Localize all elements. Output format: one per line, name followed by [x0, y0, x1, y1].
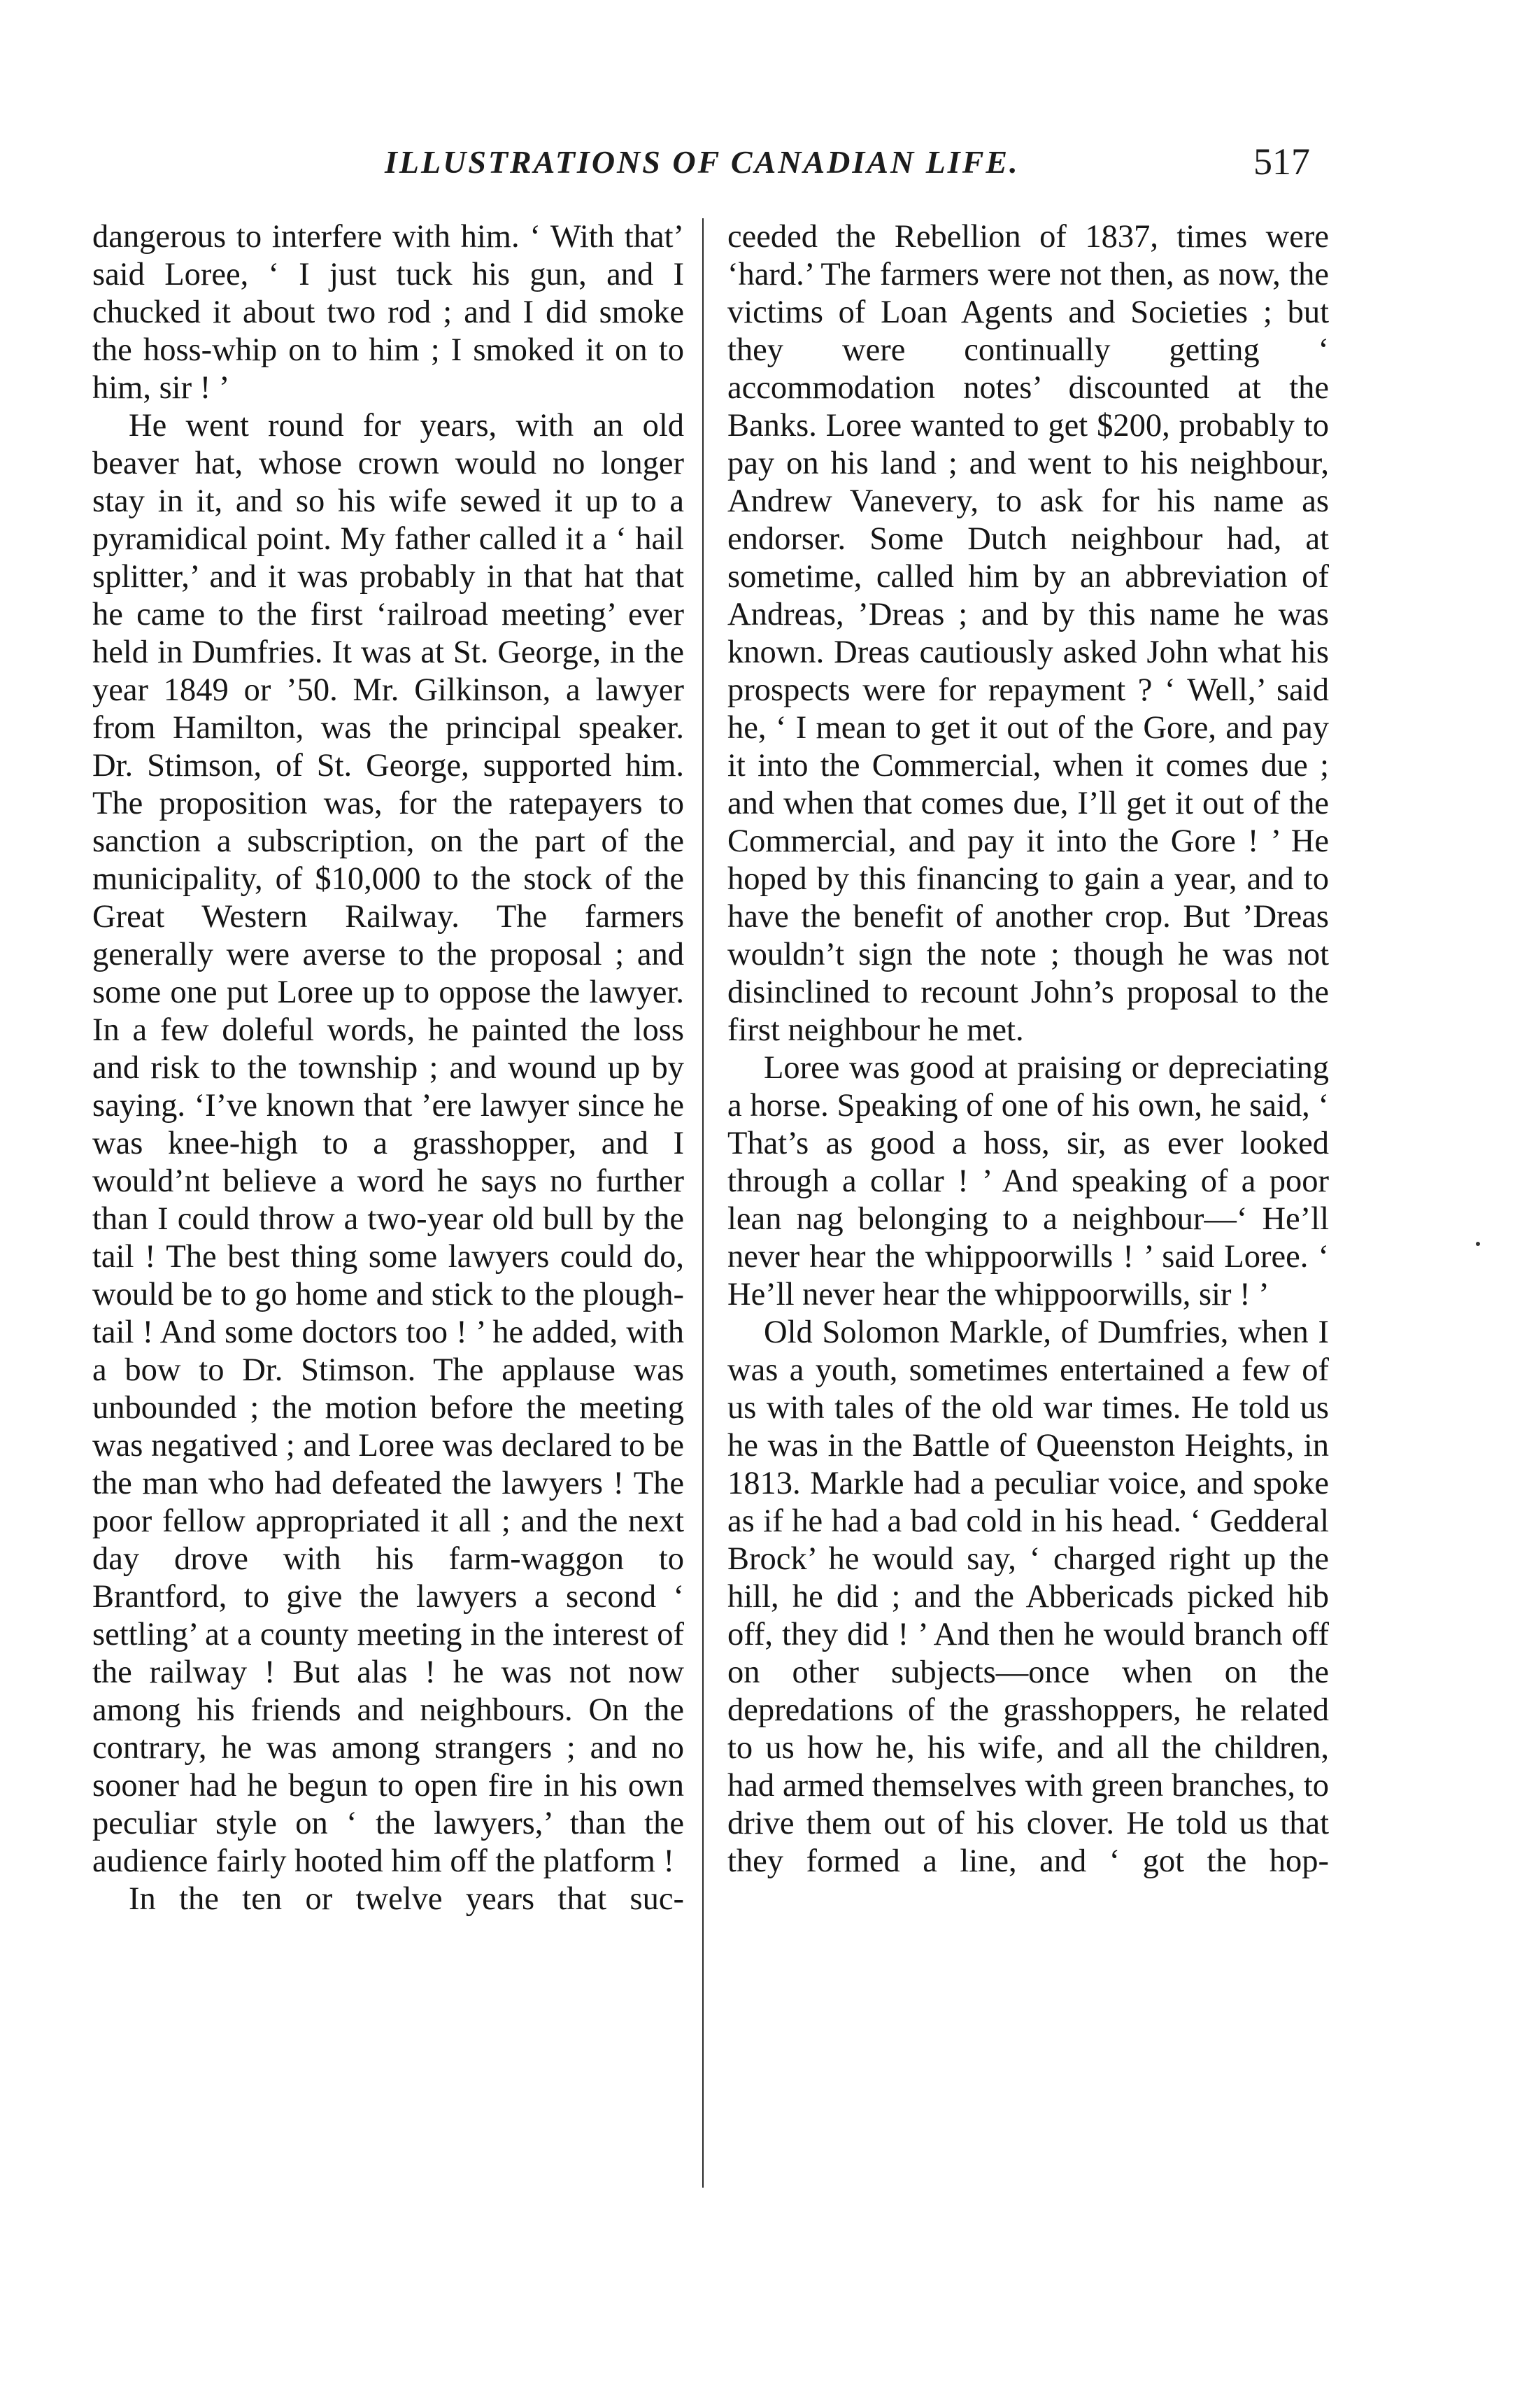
left-column	[92, 218, 684, 1918]
running-title: ILLUSTRATIONS OF CANADIAN LIFE.	[385, 144, 1020, 180]
paragraph: He went round for years, with an old beaver hat, whose crown would no longer stay in it, and so his wife sewed it up to a pyramidical point. My father called it a ‘ hail splitter,’ and it was probably in that hat that he came to the first ‘railroad meeting’ ever held in Dumfries. It was at St. George, in the year 1849 or ’50. Mr. Gilkinson, a lawyer from Hamilton, was the principal speaker. Dr. Stimson, of St. George, supported him. The proposition was, for the ratepayers to sanction a subscription, on the part of the municipality, of $10,000 to the stock of the Great Western Railway. The farmers generally were averse to the proposal ; and some one put Loree up to oppose the lawyer. In a few doleful words, he painted the loss and risk to the township ; and wound up by saying. ‘I’ve known that ’ere lawyer since he was knee-high to a grasshopper, and I would’nt believe a word he says no further than I could throw a two-year old bull by the tail ! The best thing some lawyers could do, would be to go home and stick to the plough-tail ! And some doctors too ! ’ he added, with a bow to Dr. Stimson. The applause was unbounded ; the motion before the meeting was negatived ; and Loree was declared to be the man who had defeated the lawyers ! The poor fellow appropriated it all ; and the next day drove with his farm-waggon to Brantford, to give the lawyers a second ‘ settling’ at a county meeting in the interest of the railway ! But alas ! he was not now among his friends and neighbours. On the contrary, he was among strangers ; and no sooner had he begun to open fire in his own peculiar style on ‘ the lawyers,’ than the audience fairly hooted him off the platform !	[92, 408, 684, 1879]
ink-speck	[1476, 1242, 1480, 1246]
paragraph: Loree was good at praising or depreciating a horse. Speaking of one of his own, he said, ‘ That’s as good a hoss, sir, as ever looked through a collar ! ’ And speaking of a poor lean nag belonging to a neighbour—‘ He’ll never hear the whippoorwills ! ’ said Loree. ‘ He’ll never hear the whippoorwills, sir ! ’	[727, 1050, 1329, 1312]
right-column	[727, 218, 1329, 1881]
paragraph: ceeded the Rebellion of 1837, times were ‘hard.’ The farmers were not then, as now, the victims of Loan Agents and Societies ; but they were continually getting ‘ accommodation notes’ discounted at the Banks. Loree wanted to get $200, probably to pay on his land ; and went to his neighbour, Andrew Vanevery, to ask for his name as endorser. Some Dutch neighbour had, at sometime, called him by an abbreviation of Andreas, ’Dreas ; and by this name he was known. Dreas cautiously asked John what his prospects were for repayment ? ‘ Well,’ said he, ‘ I mean to get it out of the Gore, and pay it into the Commercial, when it comes due ; and when that comes due, I’ll get it out of the Commercial, and pay it into the Gore ! ’ He hoped by this financing to gain a year, and to have the benefit of another crop. But ’Dreas wouldn’t sign the note ; though he was not disinclined to recount John’s proposal to the first neighbour he met.	[727, 219, 1329, 1048]
paragraph: dangerous to interfere with him. ‘ With that’ said Loree, ‘ I just tuck his gun, and I chucked it about two rod ; and I did smoke the hoss-whip on to him ; I smoked it on to him, sir ! ’	[92, 219, 684, 406]
column-divider	[702, 218, 704, 2188]
page-number: 517	[1253, 141, 1310, 183]
paragraph: Old Solomon Markle, of Dumfries, when I was a youth, sometimes entertained a few of us with tales of the old war times. He told us he was in the Battle of Queenston Heights, in 1813. Markle had a peculiar voice, and spoke as if he had a bad cold in his head. ‘ Gedderal Brock’ he would say, ‘ charged right up the hill, he did ; and the Abbericads picked hib off, they did ! ’ And then he would branch off on other subjects—once when on the depredations of the grasshoppers, he related to us how he, his wife, and all the children, had armed themselves with green branches, to drive them out of his clover. He told us that they formed a line, and ‘ got the hop-	[727, 1315, 1329, 1879]
paragraph: In the ten or twelve years that suc-	[129, 1881, 684, 1917]
